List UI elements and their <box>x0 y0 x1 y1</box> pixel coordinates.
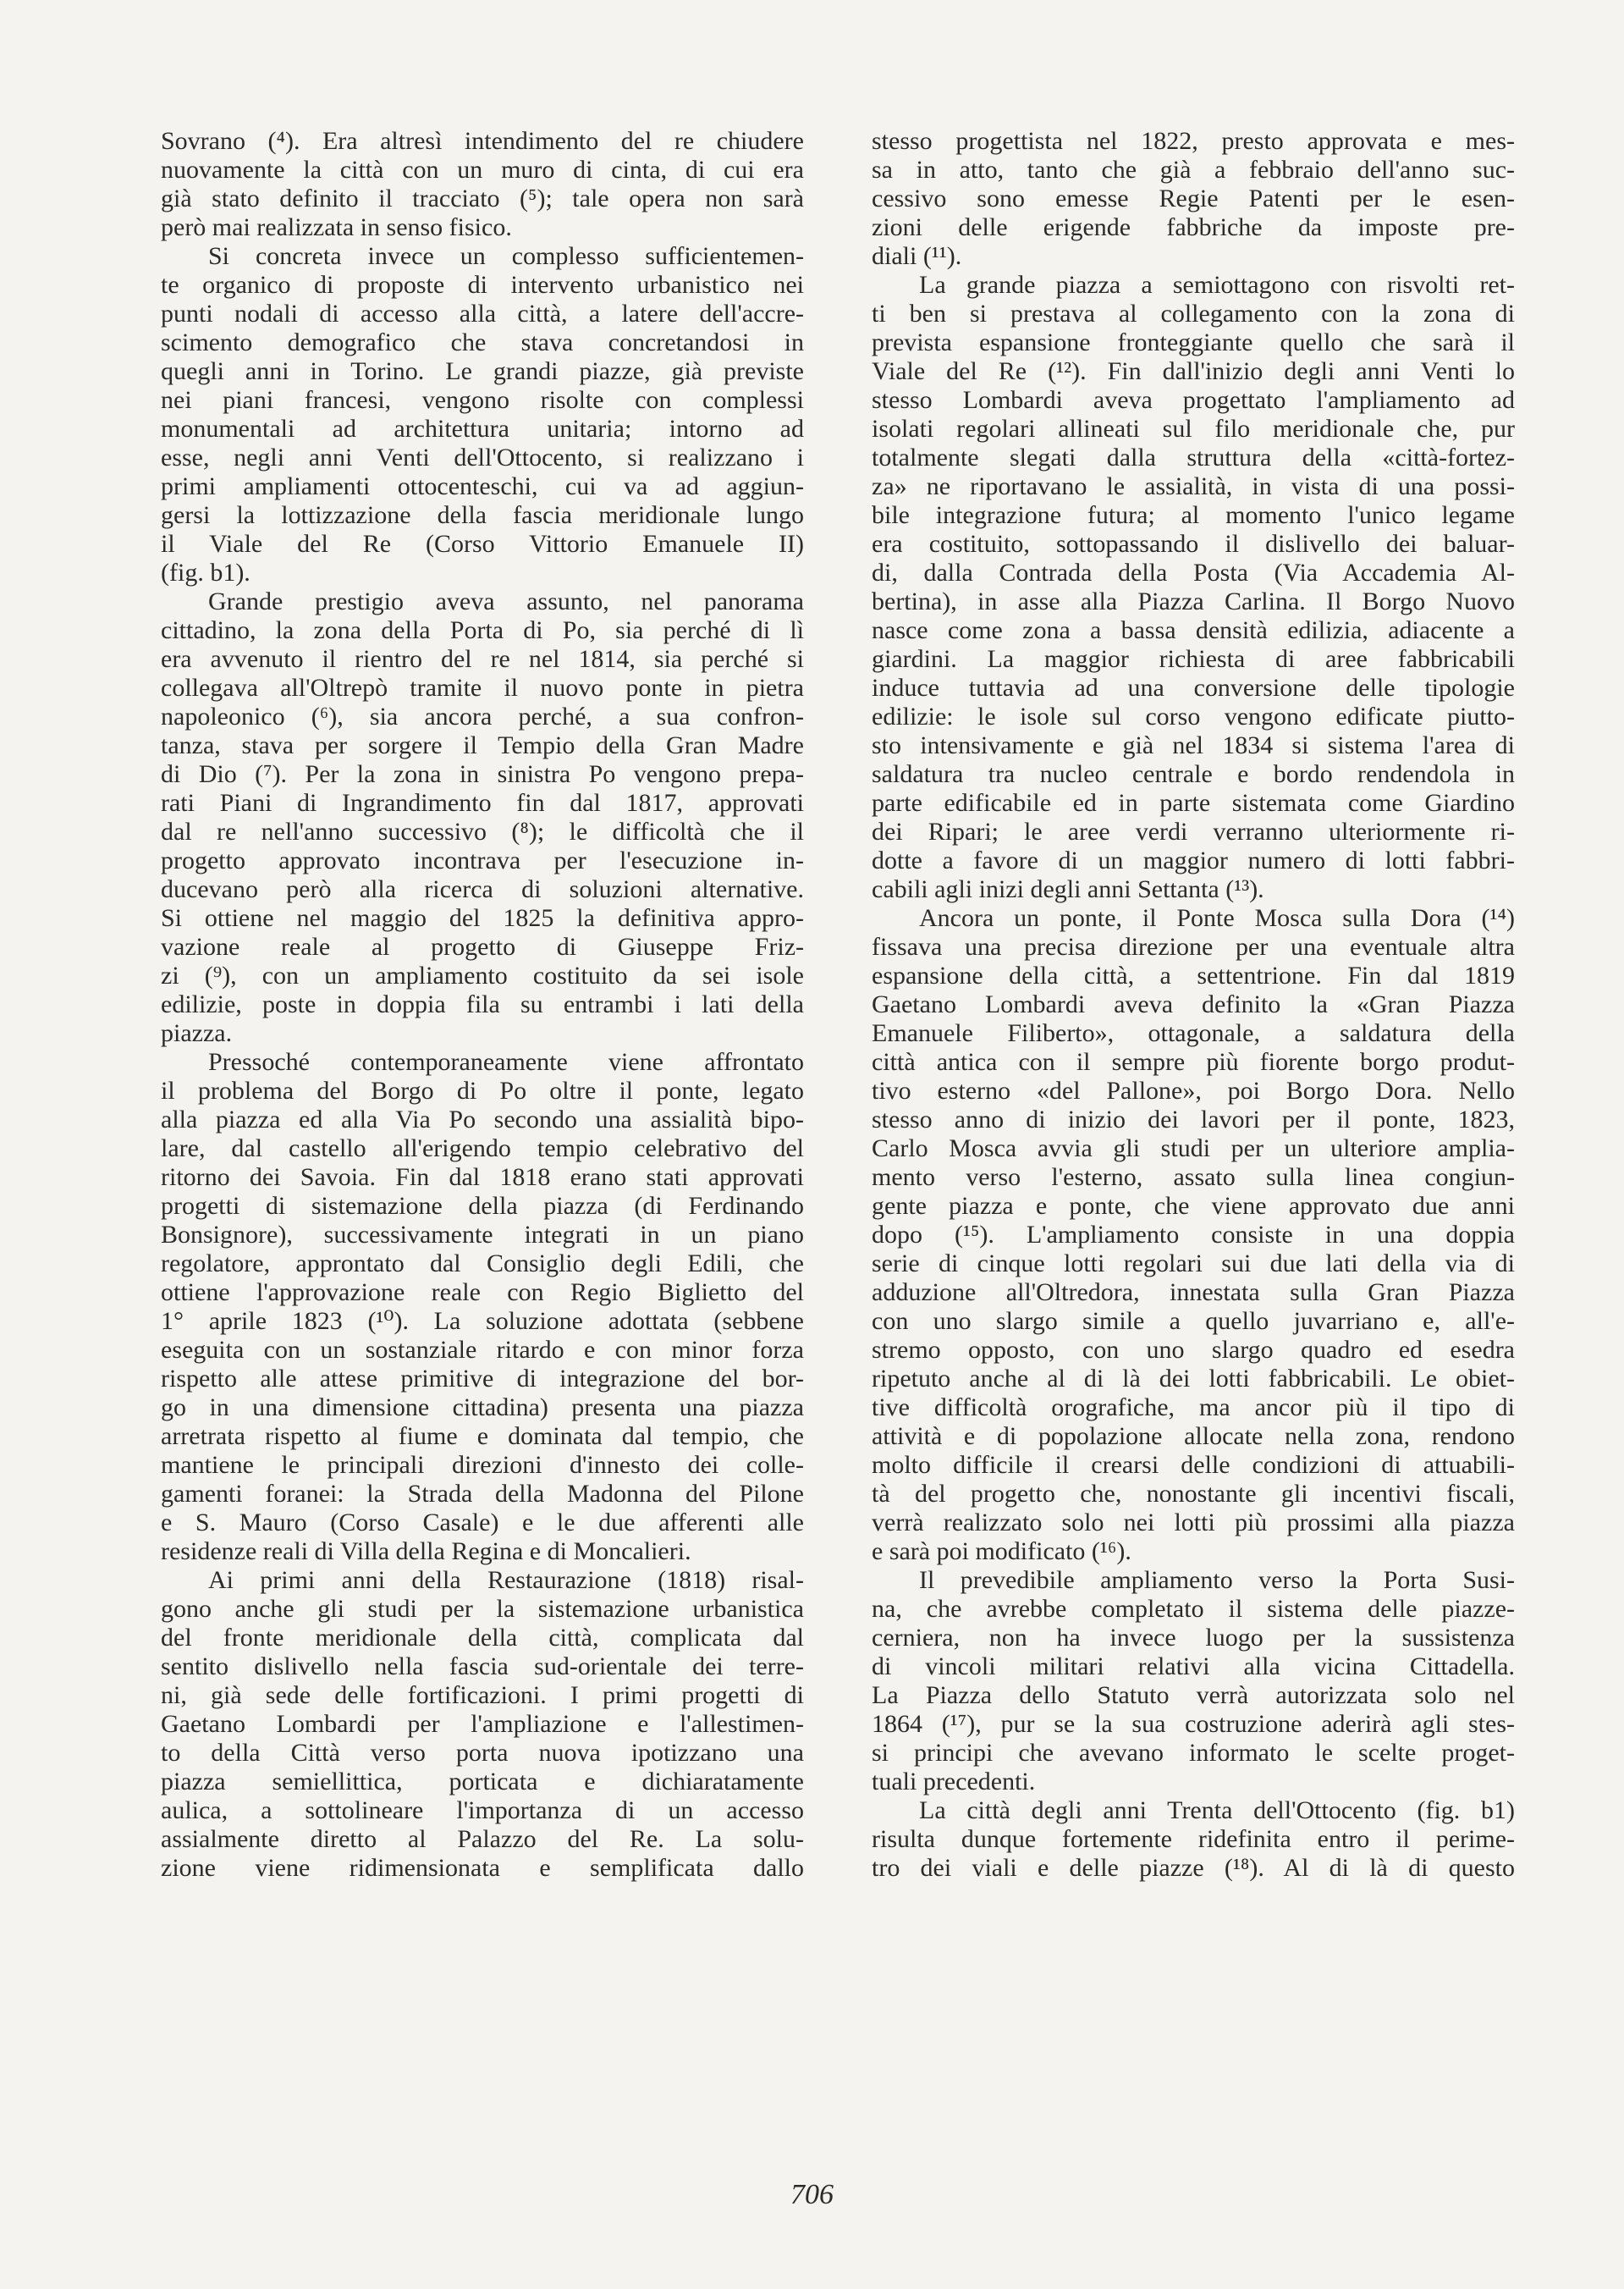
left-column-text-line: piazza semiellittica, porticata e dichiaratamente <box>161 1768 804 1795</box>
left-column-text-line: vazione reale al progetto di Giuseppe Friz- <box>161 933 804 961</box>
left-column-text-line: scimento demografico che stava concretandosi in <box>161 328 804 356</box>
left-column-text-line: mantiene le principali direzioni d'innesto dei colle- <box>161 1451 804 1479</box>
right-column-text-line: induce tuttavia ad una conversione delle tipologie <box>872 674 1515 702</box>
left-column-text-line: quegli anni in Torino. Le grandi piazze, già previste <box>161 357 804 385</box>
left-column-text-line: Sovrano (⁴). Era altresì intendimento del re chiudere <box>161 127 804 155</box>
left-column-text-line: tanza, stava per sorgere il Tempio della Gran Madre <box>161 731 804 759</box>
right-column-text-line: serie di cinque lotti regolari sui due lati della via di <box>872 1249 1515 1277</box>
left-column-text-line: ottiene l'approvazione reale con Regio Biglietto del <box>161 1278 804 1306</box>
right-column-text-line: Gaetano Lombardi aveva definito la «Gran Piazza <box>872 990 1515 1018</box>
right-column-text-line: bile integrazione futura; al momento l'unico legame <box>872 501 1515 529</box>
right-column-text-line: ripetuto anche al di là dei lotti fabbricabili. Le obiet- <box>872 1365 1515 1393</box>
left-column-text-line: go in una dimensione cittadina) presenta una piazza <box>161 1393 804 1421</box>
left-column-text-line: aulica, a sottolineare l'importanza di un accesso <box>161 1796 804 1824</box>
left-column-text-line: Bonsignore), successivamente integrati in un piano <box>161 1221 804 1249</box>
left-column-text-line: zi (⁹), con un ampliamento costituito da sei isole <box>161 962 804 990</box>
right-column-text-line: sa in atto, tanto che già a febbraio dell'anno suc- <box>872 156 1515 184</box>
left-column-text-line: eseguita con un sostanziale ritardo e con minor forza <box>161 1336 804 1364</box>
right-column-text-line: stesso Lombardi aveva progettato l'ampliamento ad <box>872 386 1515 414</box>
left-column-text-line: monumentali ad architettura unitaria; intorno ad <box>161 415 804 443</box>
right-column-text-line: molto difficile il crearsi delle condizioni di attuabili- <box>872 1451 1515 1479</box>
left-column-text-line: gono anche gli studi per la sistemazione urbanistica <box>161 1595 804 1623</box>
left-column-text-line: rispetto alle attese primitive di integrazione del bor- <box>161 1365 804 1393</box>
left-column-text-line: edilizie, poste in doppia fila su entrambi i lati della <box>161 990 804 1018</box>
right-column-text-line: ti ben si prestava al collegamento con la zona di <box>872 300 1515 328</box>
right-column-text-line: cerniera, non ha invece luogo per la sussistenza <box>872 1624 1515 1652</box>
right-column-text-line: sto intensivamente e già nel 1834 si sistema l'area di <box>872 731 1515 759</box>
left-column-text-line: piazza. <box>161 1019 233 1047</box>
left-column-text-line: residenze reali di Villa della Regina e di Moncalieri. <box>161 1537 691 1565</box>
right-column-text-line: con uno slargo simile a quello juvarriano e, all'e- <box>872 1307 1515 1335</box>
left-column-text-line: te organico di proposte di intervento urbanistico nei <box>161 271 804 299</box>
right-column-text-line: parte edificabile ed in parte sistemata come Giardino <box>872 789 1515 817</box>
left-column-text-line: arretrata rispetto al fiume e dominata dal tempio, che <box>161 1422 804 1450</box>
right-column-text-line: adduzione all'Oltredora, innestata sulla Gran Piazza <box>872 1278 1515 1306</box>
left-column-text-line: progetto approvato incontrava per l'esecuzione in- <box>161 847 804 874</box>
right-column-text-line: saldatura tra nucleo centrale e bordo rendendola in <box>872 760 1515 788</box>
right-column-text-line: di vincoli militari relativi alla vicina Cittadella. <box>872 1652 1515 1680</box>
right-column-text-line: bertina), in asse alla Piazza Carlina. Il Borgo Nuovo <box>872 587 1515 615</box>
left-column-text-line: il problema del Borgo di Po oltre il ponte, legato <box>161 1077 804 1105</box>
left-column-text-line: punti nodali di accesso alla città, a latere dell'accre- <box>161 300 804 328</box>
right-column-text-line: gente piazza e ponte, che viene approvato due anni <box>872 1192 1515 1220</box>
right-column-text-line: La grande piazza a semiottagono con risvolti ret- <box>919 271 1515 299</box>
left-column-text-line: assialmente diretto al Palazzo del Re. La solu- <box>161 1825 804 1853</box>
right-column-text-line: Ancora un ponte, il Ponte Mosca sulla Dora (¹⁴) <box>919 904 1515 932</box>
right-column-text-line: stremo opposto, con uno slargo quadro ed esedra <box>872 1336 1515 1364</box>
right-column-text-line: città antica con il sempre più fiorente borgo produt- <box>872 1048 1515 1076</box>
right-column-text-line: zioni delle erigende fabbriche da imposte pre- <box>872 213 1515 241</box>
left-column-text-line: collegava all'Oltrepò tramite il nuovo ponte in pietra <box>161 674 804 702</box>
right-column-text-line: tivo esterno «del Pallone», poi Borgo Dora. Nello <box>872 1077 1515 1105</box>
left-column-text-line: 1° aprile 1823 (¹⁰). La soluzione adottata (sebbene <box>161 1307 804 1335</box>
left-column-text-line: primi ampliamenti ottocenteschi, cui va ad aggiun- <box>161 472 804 500</box>
right-column-text-line: fissava una precisa direzione per una eventuale altra <box>872 933 1515 961</box>
left-column-text-line: ni, già sede delle fortificazioni. I primi progetti di <box>161 1681 804 1709</box>
right-column-text-line: era costituito, sottopassando il dislivello dei baluar- <box>872 530 1515 558</box>
left-column-text-line: Si concreta invece un complesso sufficientemen- <box>208 242 804 270</box>
left-column-text-line: nuovamente la città con un muro di cinta, di cui era <box>161 156 804 184</box>
left-column-text-line: to della Città verso porta nuova ipotizzano una <box>161 1739 804 1767</box>
right-column-text-line: Il prevedibile ampliamento verso la Porta Susi- <box>919 1566 1515 1594</box>
left-column-text-line: Ai primi anni della Restaurazione (1818) risal- <box>208 1566 804 1594</box>
right-column-text-line: La città degli anni Trenta dell'Ottocento (fig. b1) <box>919 1796 1515 1824</box>
left-column-text-line: esse, negli anni Venti dell'Ottocento, si realizzano i <box>161 444 804 472</box>
left-column-text-line: già stato definito il tracciato (⁵); tale opera non sarà <box>161 185 804 212</box>
right-column-text-line: dei Ripari; le aree verdi verranno ulteriormente ri- <box>872 818 1515 846</box>
left-text-column <box>161 127 804 1883</box>
left-column-text-line: rati Piani di Ingrandimento fin dal 1817, approvati <box>161 789 804 817</box>
right-column-text-line: espansione della città, a settentrione. Fin dal 1819 <box>872 962 1515 990</box>
right-text-column <box>872 127 1515 1883</box>
left-column-text-line: era avvenuto il rientro del re nel 1814, sia perché si <box>161 645 804 673</box>
left-column-text-line: napoleonico (⁶), sia ancora perché, a sua confron- <box>161 703 804 731</box>
right-column-text-line: e sarà poi modificato (¹⁶). <box>872 1537 1131 1565</box>
right-column-text-line: si principi che avevano informato le scelte proget- <box>872 1739 1515 1767</box>
right-column-text-line: stesso progettista nel 1822, presto approvata e mes- <box>872 127 1515 155</box>
left-column-text-line: di Dio (⁷). Per la zona in sinistra Po vengono prepa- <box>161 760 804 788</box>
left-column-text-line: il Viale del Re (Corso Vittorio Emanuele II) <box>161 530 804 558</box>
right-column-text-line: tà del progetto che, nonostante gli incentivi fiscali, <box>872 1480 1515 1508</box>
left-column-text-line: gamenti foranei: la Strada della Madonna del Pilone <box>161 1480 804 1508</box>
left-column-text-line: zione viene ridimensionata e semplificata dallo <box>161 1854 804 1882</box>
right-column-text-line: nasce come zona a bassa densità edilizia, adiacente a <box>872 616 1515 644</box>
right-column-text-line: na, che avrebbe completato il sistema delle piazze- <box>872 1595 1515 1623</box>
right-column-text-line: edilizie: le isole sul corso vengono edificate piutto- <box>872 703 1515 731</box>
left-column-text-line: sentito dislivello nella fascia sud-orientale dei terre- <box>161 1652 804 1680</box>
left-column-text-line: alla piazza ed alla Via Po secondo una assialità bipo- <box>161 1106 804 1133</box>
left-column-text-line: Si ottiene nel maggio del 1825 la definitiva appro- <box>161 904 804 932</box>
left-column-text-line: Grande prestigio aveva assunto, nel panorama <box>208 587 804 615</box>
right-column-text-line: tuali precedenti. <box>872 1768 1036 1795</box>
left-column-text-line: dal re nell'anno successivo (⁸); le difficoltà che il <box>161 818 804 846</box>
left-column-text-line: (fig. b1). <box>161 559 250 587</box>
right-column-text-line: Carlo Mosca avvia gli studi per un ulteriore amplia- <box>872 1134 1515 1162</box>
right-column-text-line: Viale del Re (¹²). Fin dall'inizio degli anni Venti lo <box>872 357 1515 385</box>
left-column-text-line: però mai realizzata in senso fisico. <box>161 213 512 241</box>
left-column-text-line: regolatore, approntato dal Consiglio degli Edili, che <box>161 1249 804 1277</box>
right-column-text-line: dotte a favore di un maggior numero di lotti fabbri- <box>872 847 1515 874</box>
left-column-text-line: e S. Mauro (Corso Casale) e le due afferenti alle <box>161 1509 804 1536</box>
page-number: 706 <box>790 2179 834 2210</box>
right-column-text-line: tive difficoltà orografiche, ma ancor più il tipo di <box>872 1393 1515 1421</box>
right-column-text-line: mento verso l'esterno, assato sulla linea congiun- <box>872 1163 1515 1191</box>
right-column-text-line: 1864 (¹⁷), pur se la sua costruzione aderirà agli stes- <box>872 1710 1515 1738</box>
right-column-text-line: prevista espansione fronteggiante quello che sarà il <box>872 328 1515 356</box>
right-column-text-line: di, dalla Contrada della Posta (Via Accademia Al- <box>872 559 1515 587</box>
right-column-text-line: totalmente slegati dalla struttura della «città-fortez- <box>872 444 1515 472</box>
right-column-text-line: dopo (¹⁵). L'ampliamento consiste in una doppia <box>872 1221 1515 1249</box>
left-column-text-line: ritorno dei Savoia. Fin dal 1818 erano stati approvati <box>161 1163 804 1191</box>
right-column-text-line: cessivo sono emesse Regie Patenti per le esen- <box>872 185 1515 212</box>
right-column-text-line: Emanuele Filiberto», ottagonale, a saldatura della <box>872 1019 1515 1047</box>
left-column-text-line: ducevano però alla ricerca di soluzioni alternative. <box>161 875 804 903</box>
left-column-text-line: gersi la lottizzazione della fascia meridionale lungo <box>161 501 804 529</box>
right-column-text-line: isolati regolari allineati sul filo meridionale che, pur <box>872 415 1515 443</box>
right-column-text-line: za» ne riportavano le assialità, in vista di una possi- <box>872 472 1515 500</box>
left-column-text-line: del fronte meridionale della città, complicata dal <box>161 1624 804 1652</box>
right-column-text-line: cabili agli inizi degli anni Settanta (¹³). <box>872 875 1264 903</box>
right-column-text-line: risulta dunque fortemente ridefinita entro il perime- <box>872 1825 1515 1853</box>
left-column-text-line: progetti di sistemazione della piazza (di Ferdinando <box>161 1192 804 1220</box>
left-column-text-line: cittadino, la zona della Porta di Po, sia perché di lì <box>161 616 804 644</box>
left-column-text-line: Gaetano Lombardi per l'ampliazione e l'allestimen- <box>161 1710 804 1738</box>
left-column-text-line: lare, dal castello all'erigendo tempio celebrativo del <box>161 1134 804 1162</box>
right-column-text-line: attività e di popolazione allocate nella zona, rendono <box>872 1422 1515 1450</box>
right-column-text-line: tro dei viali e delle piazze (¹⁸). Al di là di questo <box>872 1854 1515 1882</box>
right-column-text-line: diali (¹¹). <box>872 242 962 270</box>
left-column-text-line: Pressoché contemporaneamente viene affrontato <box>208 1048 804 1076</box>
right-column-text-line: La Piazza dello Statuto verrà autorizzata solo nel <box>872 1681 1515 1709</box>
right-column-text-line: giardini. La maggior richiesta di aree fabbricabili <box>872 645 1515 673</box>
right-column-text-line: stesso anno di inizio dei lavori per il ponte, 1823, <box>872 1106 1515 1133</box>
right-column-text-line: verrà realizzato solo nei lotti più prossimi alla piazza <box>872 1509 1515 1536</box>
left-column-text-line: nei piani francesi, vengono risolte con complessi <box>161 386 804 414</box>
